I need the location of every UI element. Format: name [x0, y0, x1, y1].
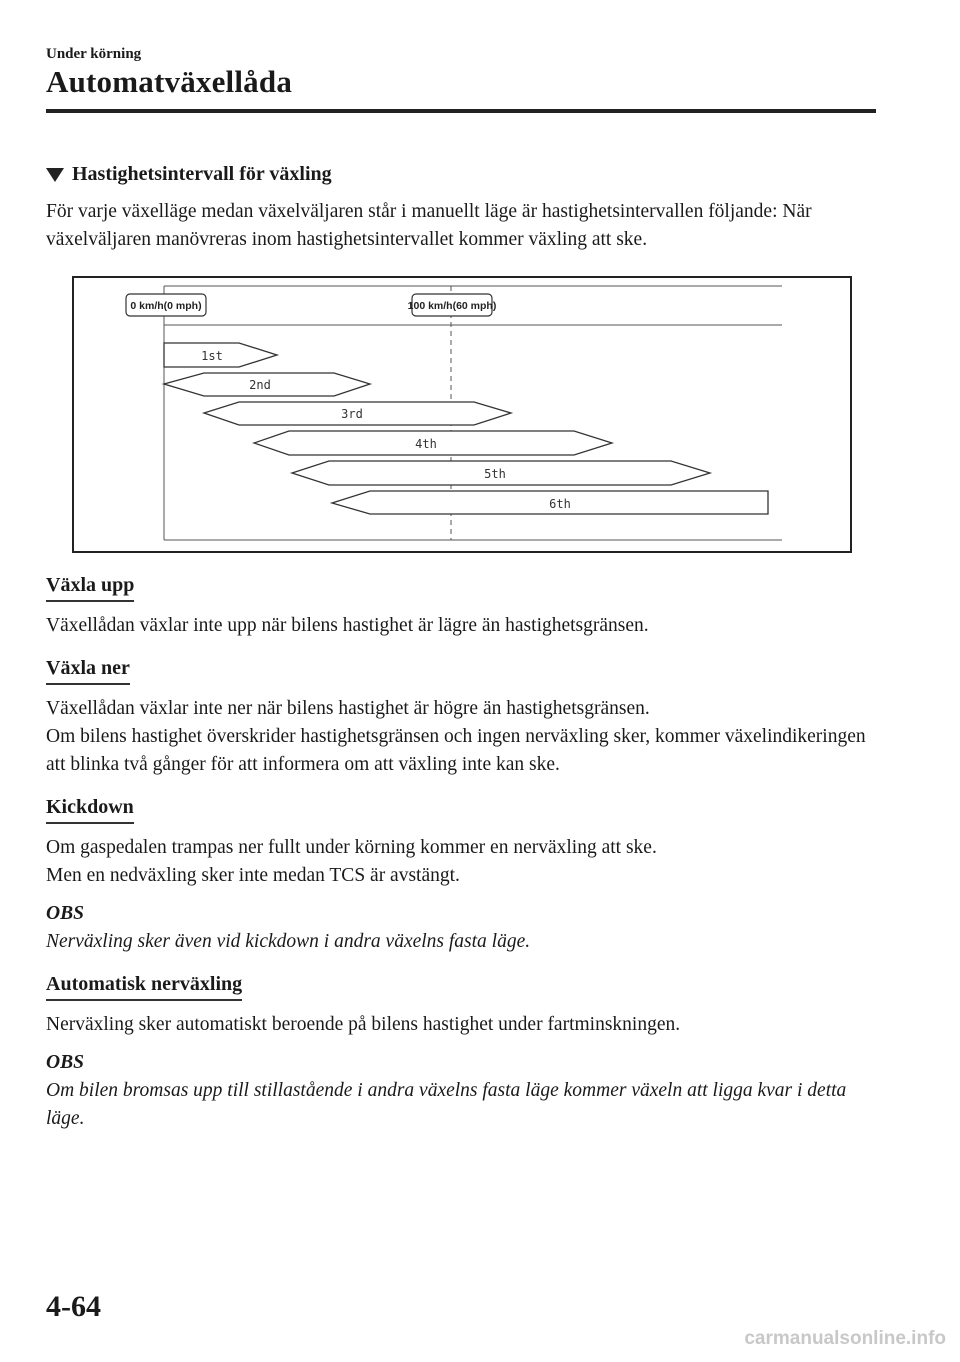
gear-bar-2nd	[164, 373, 370, 396]
shift-range-svg	[74, 278, 850, 551]
gear-bar-1st	[164, 343, 277, 367]
gear-bar-3rd	[204, 402, 511, 425]
kickdown-block	[46, 793, 886, 956]
section-heading-text: Hastighetsintervall för växling	[72, 163, 332, 185]
shift-up-heading: Växla upp	[46, 571, 134, 602]
kickdown-text-1: Om gaspedalen trampas ner fullt under körning kommer en nerväxling att ske.	[46, 837, 657, 858]
shift-down-heading: Växla ner	[46, 654, 130, 685]
speed-label-100-text: 100 km/h(60 mph)	[407, 300, 497, 312]
auto-downshift-block	[46, 970, 886, 1133]
auto-downshift-note-text: Om bilen bromsas upp till stillastående i andra växelns fasta läge kommer växeln att ligga kvar i detta läge.	[46, 1080, 847, 1129]
gear-bar-4th	[254, 431, 612, 455]
page-title: Automatväxellåda	[46, 64, 293, 99]
main-content	[46, 160, 886, 1133]
intro-paragraph: För varje växelläge medan växelväljaren står i manuellt läge är hastighetsintervallen följande: När växelväljaren manövreras inom hastighetsintervallet kommer växling att ske.	[46, 201, 812, 250]
gear-label-2nd: 2nd	[249, 378, 271, 392]
kickdown-note-label: OBS	[46, 903, 84, 924]
watermark: carmanualsonline.info	[744, 1328, 946, 1349]
gear-label-4th: 4th	[415, 437, 437, 451]
speed-label-0-text: 0 km/h(0 mph)	[130, 300, 202, 312]
gear-bar-5th	[292, 461, 710, 485]
auto-downshift-text: Nerväxling sker automatiskt beroende på bilens hastighet under fartminskningen.	[46, 1014, 681, 1035]
shift-down-text-2: Om bilens hastighet överskrider hastighetsgränsen och ingen nerväxling sker, kommer växelindikeringen att blinka två gånger för att informera om att växling inte kan ske.	[46, 726, 866, 775]
section-heading	[46, 160, 886, 188]
page-number: 4-64	[46, 1290, 101, 1323]
shift-down-block	[46, 654, 886, 779]
shift-range-diagram	[72, 276, 852, 553]
triangle-bullet-icon	[46, 168, 64, 182]
gear-bar-6th	[332, 491, 768, 514]
gear-label-3rd: 3rd	[341, 407, 363, 421]
kickdown-text-2: Men en nedväxling sker inte medan TCS är avstängt.	[46, 865, 460, 886]
shift-up-text: Växellådan växlar inte upp när bilens hastighet är lägre än hastighetsgränsen.	[46, 615, 649, 636]
auto-downshift-heading: Automatisk nerväxling	[46, 970, 242, 1001]
header-divider	[46, 109, 876, 113]
section-label: Under körning	[46, 46, 142, 62]
shift-down-text-1: Växellådan växlar inte ner när bilens hastighet är högre än hastighetsgränsen.	[46, 698, 650, 719]
kickdown-heading: Kickdown	[46, 793, 134, 824]
kickdown-note-text: Nerväxling sker även vid kickdown i andra växelns fasta läge.	[46, 931, 531, 952]
gear-label-5th: 5th	[484, 467, 506, 481]
speed-label-0	[126, 294, 206, 316]
auto-downshift-note-label: OBS	[46, 1052, 84, 1073]
shift-up-block	[46, 571, 886, 640]
speed-label-100	[408, 294, 497, 316]
gear-label-1st: 1st	[201, 349, 223, 363]
gear-label-6th: 6th	[549, 497, 571, 511]
